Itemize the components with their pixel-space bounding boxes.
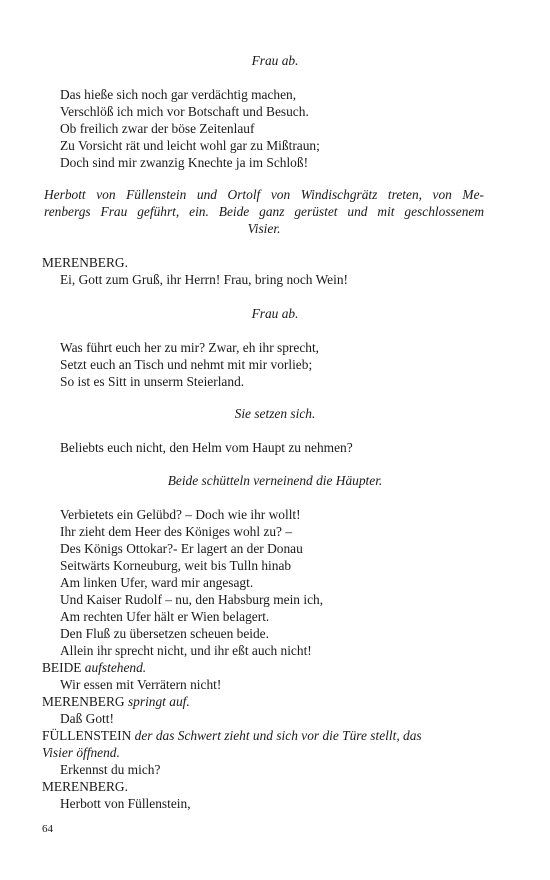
verse-line: Ei, Gott zum Gruß, ihr Herrn! Frau, bring noch Wein! <box>60 272 348 287</box>
stage-direction: renbergs Frau geführt, ein. Beide ganz gerüstet und mit geschlossenem <box>44 204 484 219</box>
verse-line: Herbott von Füllenstein, <box>60 796 191 811</box>
verse-line: Erkennst du mich? <box>60 762 161 777</box>
verse-line: Doch sind mir zwanzig Knechte ja im Schloß! <box>60 155 309 170</box>
verse-line: So ist es Sitt in unserm Steierland. <box>60 374 245 389</box>
verse-line: Das hieße sich noch gar verdächtig machen, <box>60 87 297 102</box>
verse-line: Allein ihr sprecht nicht, und ihr eßt auch nicht! <box>60 643 312 658</box>
speaker-name: BEIDE <box>42 660 82 675</box>
speaker-direction: Visier öffnend. <box>42 745 120 760</box>
verse-line: Ob freilich zwar der böse Zeitenlauf <box>60 121 255 136</box>
verse-line: Daß Gott! <box>60 711 114 726</box>
stage-direction: Frau ab. <box>251 53 299 68</box>
verse-line: Wir essen mit Verrätern nicht! <box>60 677 222 692</box>
verse-line: Und Kaiser Rudolf – nu, den Habsburg mein ich, <box>60 592 324 607</box>
verse-line: Seitwärts Korneuburg, weit bis Tulln hinab <box>60 558 292 573</box>
stage-direction: Beide schütteln verneinend die Häupter. <box>167 473 383 488</box>
speaker-line <box>42 693 190 710</box>
verse-line: Am rechten Ufer hält er Wien belagert. <box>60 609 270 624</box>
verse-line: Den Fluß zu übersetzen scheuen beide. <box>60 626 269 641</box>
verse-line: Was führt euch her zu mir? Zwar, eh ihr sprecht, <box>60 340 320 355</box>
stage-direction: Frau ab. <box>251 306 299 321</box>
verse-line: Ihr zieht dem Heer des Königes wohl zu? – <box>60 524 293 539</box>
verse-line: Verbietets ein Gelübd? – Doch wie ihr wollt! <box>60 507 301 522</box>
speaker-direction: der das Schwert zieht und sich vor die Türe stellt, das <box>134 728 422 743</box>
speaker-line <box>42 659 146 676</box>
speaker-name: FÜLLENSTEIN <box>42 728 132 743</box>
stage-direction: Herbott von Füllenstein und Ortolf von Windischgrätz treten, von Me- <box>44 187 484 202</box>
speaker-direction: springt auf. <box>127 694 190 709</box>
verse-line: Setzt euch an Tisch und nehmt mit mir vorlieb; <box>60 357 313 372</box>
speaker-name: MERENBERG. <box>42 779 128 794</box>
verse-line: Am linken Ufer, ward mir angesagt. <box>60 575 254 590</box>
speaker-line <box>42 727 422 744</box>
verse-line: Zu Vorsicht rät und leicht wohl gar zu Mißtraun; <box>60 138 320 153</box>
speaker-direction: aufstehend. <box>84 660 147 675</box>
stage-direction: Sie setzen sich. <box>234 406 316 421</box>
speaker-name: MERENBERG <box>42 694 125 709</box>
page-number: 64 <box>42 823 53 835</box>
speaker-name: MERENBERG. <box>42 255 128 270</box>
verse-line: Des Königs Ottokar?- Er lagert an der Donau <box>60 541 303 556</box>
stage-direction: Visier. <box>247 221 281 236</box>
verse-line: Verschlöß ich mich vor Botschaft und Besuch. <box>60 104 309 119</box>
verse-line: Beliebts euch nicht, den Helm vom Haupt zu nehmen? <box>60 440 353 455</box>
